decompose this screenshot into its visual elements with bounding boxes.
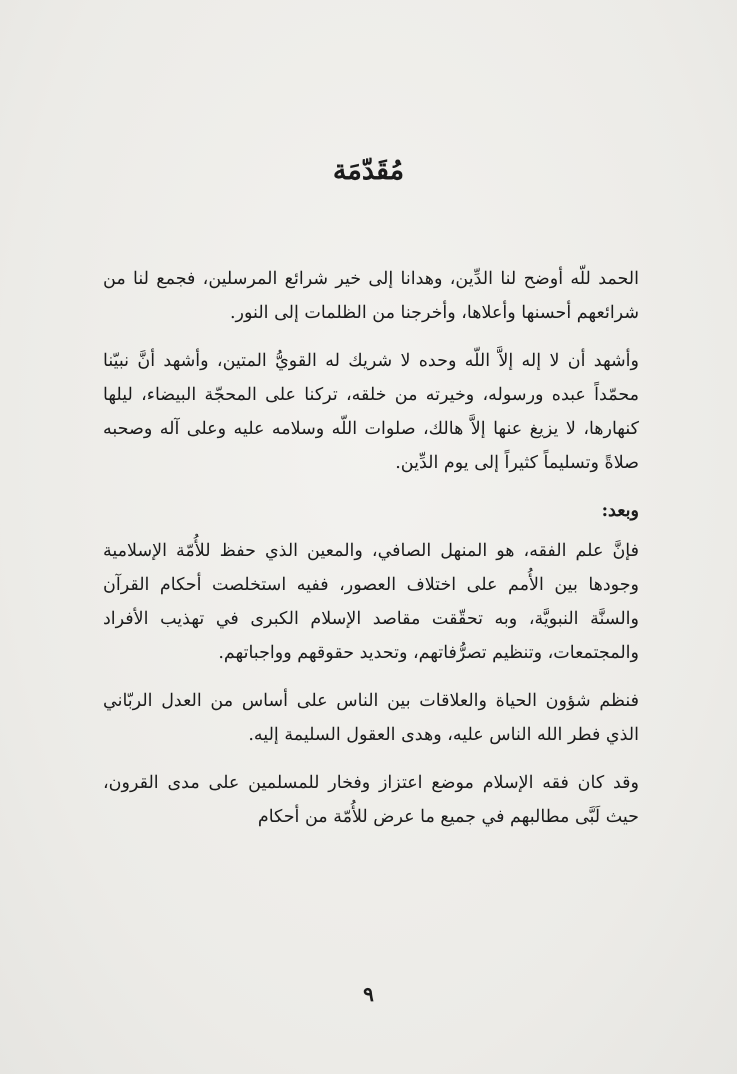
paragraph-pride: وقد كان فقه الإسلام موضع اعتزاز وفخار للمسلمين على مدى القرون، حيث لَبَّى مطالبهم في جميع ما عرض للأُمّة من أحكام [103, 773, 639, 827]
paragraph-life-affairs: فنظم شؤون الحياة والعلاقات بين الناس على أساس من العدل الربّاني الذي فطر الله الناس عليه، وهدى العقول السليمة إليه. [103, 691, 639, 745]
paragraph-fiqh: فإنَّ علم الفقه، هو المنهل الصافي، والمعين الذي حفظ للأُمّة الإسلامية وجودها بين الأُمم على اختلاف العصور، ففيه استخلصت أحكام القرآن والسنَّة النبويَّة، وبه تحقّقت مقاصد الإسلام الكبرى في تهذيب الأفراد والمجتمعات، وتنظيم تصرُّفاتهم، وتحديد حقوقهم وواجباتهم. [103, 541, 639, 663]
page-body [103, 262, 639, 848]
page-number: ٩ [363, 982, 374, 1006]
paragraph-praise: الحمد للّه أوضح لنا الدِّين، وهدانا إلى خير شرائع المرسلين، فجمع لنا من شرائعهم أحسنها وأعلاها، وأخرجنا من الظلمات إلى النور. [103, 269, 639, 323]
paragraph-testimony: وأشهد أن لا إله إلاَّ اللّه وحده لا شريك له القويُّ المتين، وأشهد أنَّ نبيّنا محمّداً عبده ورسوله، وخيرته من خلقه، تركنا على المحجّة البيضاء، ليلها كنهارها، لا يزيغ عنها إلاَّ هالك، صلوات اللّه وسلامه عليه وعلى آله وصحبه صلاةً وتسليماً كثيراً إلى يوم الدِّين. [103, 351, 639, 473]
page-title: مُقَدّمَة [332, 155, 405, 186]
section-heading: وبعد: [601, 501, 639, 521]
